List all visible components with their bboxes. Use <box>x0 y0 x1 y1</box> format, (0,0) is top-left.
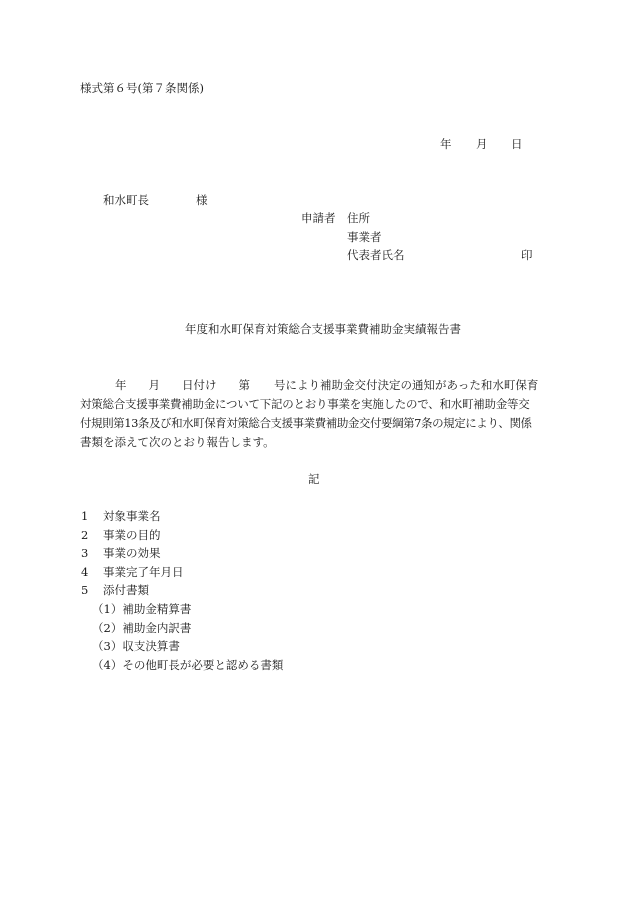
list-item <box>81 530 161 542</box>
list-item-number: 2 <box>81 528 89 542</box>
list-item-text: 事業の目的 <box>103 528 161 542</box>
body-number-prefix: 第 <box>238 378 250 392</box>
applicant-business-label: 事業者 <box>347 230 382 244</box>
body-line-1 <box>80 380 538 392</box>
seal-mark: 印 <box>521 248 533 262</box>
list-item-text: 添付書類 <box>103 583 149 597</box>
body-dated: 日付け <box>182 378 217 392</box>
list-item <box>81 511 161 523</box>
body-line-2: 対策総合支援事業費補助金について下記のとおり事業を実施したので、和水町補助金等交 <box>80 397 530 411</box>
list-item-number: 1 <box>81 509 89 523</box>
list-item-number: 3 <box>81 546 89 560</box>
date-day: 日 <box>511 137 523 151</box>
attachment-item: （4）その他町長が必要と認める書類 <box>92 658 284 672</box>
list-item <box>81 548 161 560</box>
list-item-text: 事業完了年月日 <box>103 565 184 579</box>
attachment-item: （1）補助金精算書 <box>92 602 192 616</box>
document-title: 年度和水町保育対策総合支援事業費補助金実績報告書 <box>185 322 461 336</box>
date-month: 月 <box>476 137 488 151</box>
body-line-3: 付規則第13条及び和水町保育対策総合支援事業費補助金交付要綱第7条の規定により、関係 <box>80 416 532 430</box>
list-item <box>81 567 184 579</box>
addressee-name: 和水町長 <box>103 193 149 207</box>
ki-heading: 記 <box>308 472 320 486</box>
applicant-representative-label: 代表者氏名 <box>347 248 405 262</box>
list-item-number: 4 <box>81 565 89 579</box>
applicant-label: 申請者 <box>301 211 336 225</box>
date-year: 年 <box>440 137 452 151</box>
list-item-text: 事業の効果 <box>103 546 161 560</box>
body-month: 月 <box>148 378 160 392</box>
body-line-1-rest: 号により補助金交付決定の通知があった和水町保育 <box>274 378 539 392</box>
attachment-item: （2）補助金内訳書 <box>92 621 192 635</box>
body-line-4: 書類を添えて次のとおり報告します。 <box>80 435 275 449</box>
attachment-item: （3）収支決算書 <box>92 639 180 653</box>
list-item <box>81 585 149 597</box>
applicant-address-label: 住所 <box>347 211 370 225</box>
addressee-honorific: 様 <box>196 193 208 207</box>
body-year: 年 <box>115 378 127 392</box>
form-label: 様式第６号(第７条関係) <box>80 81 204 95</box>
list-item-number: 5 <box>81 583 89 597</box>
list-item-text: 対象事業名 <box>103 509 161 523</box>
